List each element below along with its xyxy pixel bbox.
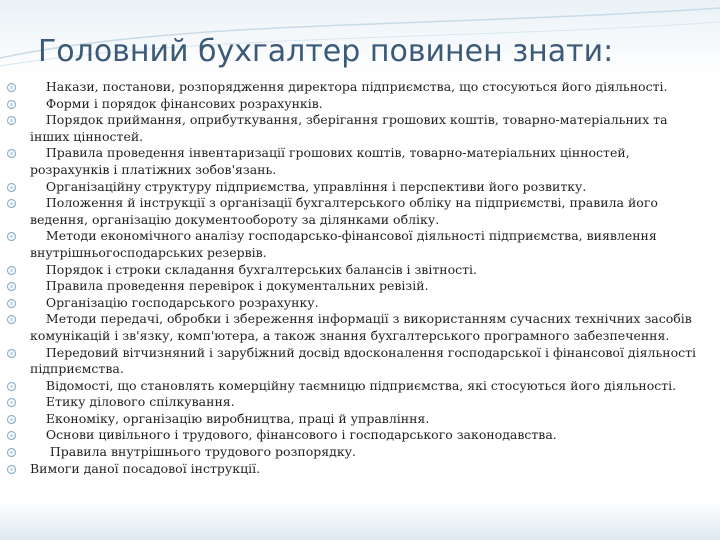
list-item-text: Економіку, організацію виробництва, праці й управління. [30, 410, 430, 426]
circle-bullet-icon [6, 182, 17, 193]
circle-bullet-icon [6, 265, 17, 276]
circle-bullet-icon [6, 381, 17, 392]
list-item-text: Основи цивільного і трудового, фінансового і господарського законодавства. [30, 427, 557, 443]
circle-bullet-icon [6, 99, 17, 110]
list-item-text: Відомості, що становлять комерційну таємницю підприємства, які стосуються його діяльності. [30, 377, 677, 393]
list-item [2, 228, 702, 261]
list-item [2, 444, 702, 461]
list-item-text: Накази, постанови, розпорядження директора підприємства, що стосуються його діяльності. [30, 79, 668, 94]
list-item-text: Форми і порядок фінансових розрахунків. [30, 95, 323, 111]
list-item [2, 378, 702, 395]
list-item [2, 96, 702, 113]
list-item [2, 79, 702, 96]
circle-bullet-icon [6, 397, 17, 408]
circle-bullet-icon [6, 231, 17, 242]
list-item [2, 394, 702, 411]
circle-bullet-icon [6, 430, 17, 441]
list-item [2, 262, 702, 279]
circle-bullet-icon [6, 198, 17, 209]
footer-background [0, 500, 720, 540]
circle-bullet-icon [6, 314, 17, 325]
list-item [2, 112, 702, 145]
list-item-text: Методи економічного аналізу господарсько-фінансової діяльності підприємства, виявлення внутрішньогосподарських резервів. [30, 228, 661, 260]
list-item [2, 278, 702, 295]
circle-bullet-icon [6, 447, 17, 458]
circle-bullet-icon [6, 148, 17, 159]
list-item-text: Положення й інструкції з організації бухгалтерського обліку на підприємстві, правила його ведення, організацію документообороту за ділянками обліку. [30, 195, 662, 227]
list-item-text: Методи передачі, обробки і збереження інформації з використанням сучасних технічних засобів комунікацій і зв'язку, комп'ютера, а також знання бухгалтерського програмного забезпечення. [30, 311, 696, 343]
list-item-text: Правила проведення перевірок і документальних ревізій. [30, 278, 429, 294]
circle-bullet-icon [6, 281, 17, 292]
list-item [2, 411, 702, 428]
list-item [2, 427, 702, 444]
list-item [2, 311, 702, 344]
circle-bullet-icon [6, 348, 17, 359]
list-item [2, 461, 702, 478]
list-item-text: Організацію господарського розрахунку. [30, 294, 319, 310]
slide-title: Головний бухгалтер повинен знати: [38, 34, 614, 70]
list-item-text: Організаційну структуру підприємства, управління і перспективи його розвитку. [30, 178, 587, 194]
list-item [2, 295, 702, 312]
list-item [2, 345, 702, 378]
circle-bullet-icon [6, 298, 17, 309]
list-item-text: Етику ділового спілкування. [30, 394, 235, 410]
list-item-text: Порядок і строки складання бухгалтерських балансів і звітності. [30, 261, 477, 277]
list-item-text: Передовий вітчизняний і зарубіжний досвід вдосконалення господарської і фінансової діяльності підприємства. [30, 344, 701, 377]
circle-bullet-icon [6, 82, 17, 93]
list-item-text: Порядок приймання, оприбуткування, зберігання грошових коштів, товарно-матеріальних та інших цінностей. [30, 112, 672, 144]
circle-bullet-icon [6, 414, 17, 425]
circle-bullet-icon [6, 464, 17, 475]
list-item-text: Вимоги даної посадової інструкції. [30, 460, 261, 476]
circle-bullet-icon [6, 115, 17, 126]
list-item-text: Правила внутрішнього трудового розпорядку. [30, 444, 356, 460]
list-item [2, 145, 702, 178]
bullet-list [2, 79, 702, 477]
list-item [2, 179, 702, 196]
list-item-text: Правила проведення інвентаризації грошових коштів, товарно-матеріальних цінностей, розрахунків і платіжних зобов'язань. [30, 145, 634, 177]
list-item [2, 195, 702, 228]
